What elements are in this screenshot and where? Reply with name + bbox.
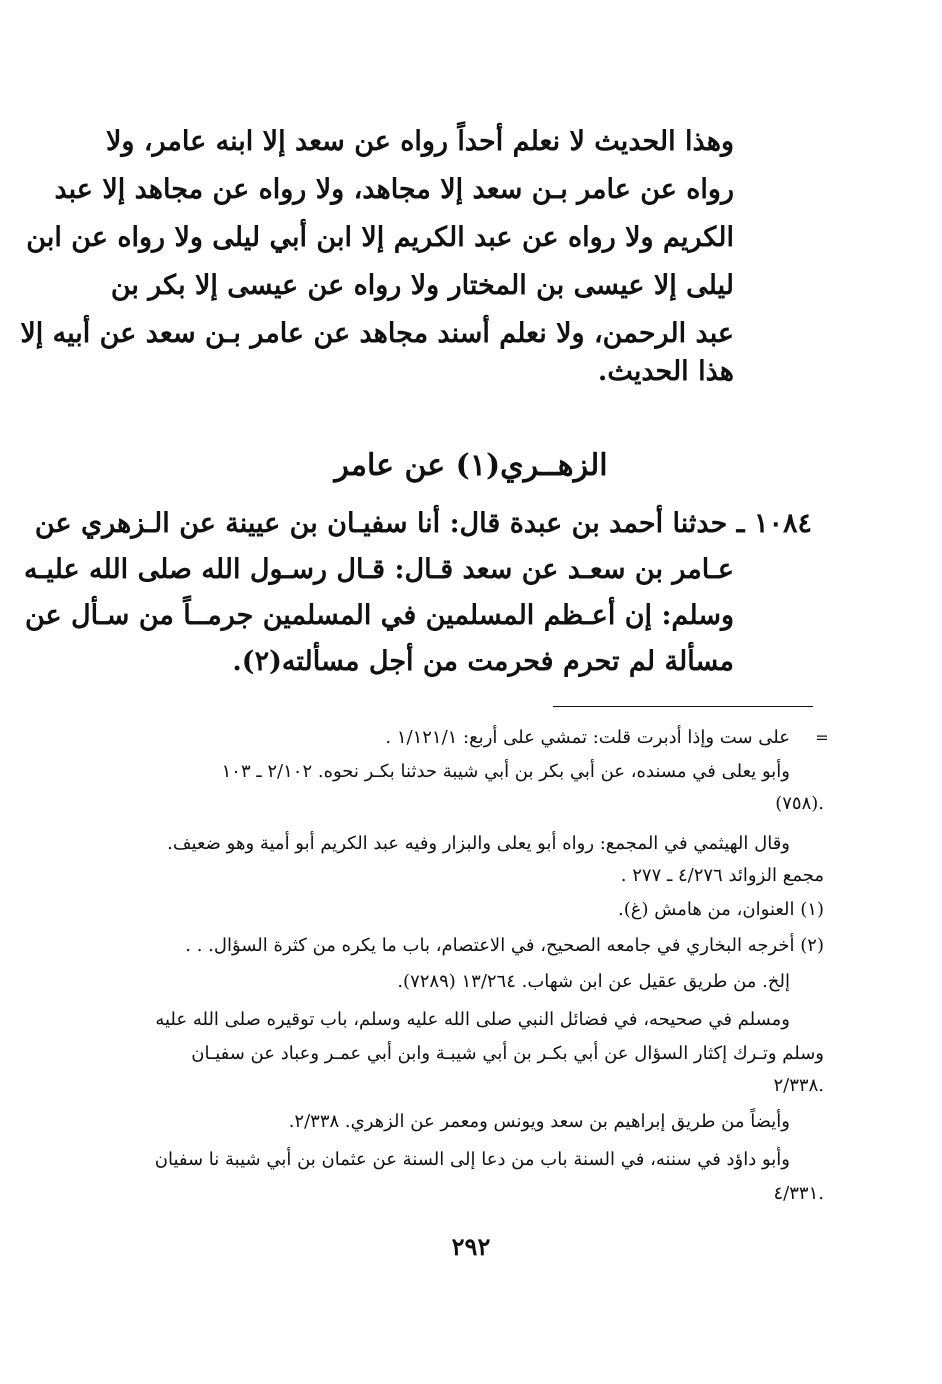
hadith-line: عـامر بن سعـد عن سعد قـال: قـال رسـول الله صلى الله عليـه [24, 554, 734, 585]
section-heading: الزهــري(١) عن عامر [334, 448, 608, 483]
footnote-line: (٢) أخرجه البخاري في جامعه الصحيح، في الاعتصام، باب ما يكره من كثرة السؤال. . . [185, 935, 824, 956]
footnote-line: ٤/٣٣١. [773, 1183, 824, 1204]
footnote-line: ومسلم في صحيحه، في فضائل النبي صلى الله عليه وسلم، باب توقيره صلى الله عليه [155, 1009, 790, 1030]
intro-line: هذا الحديث. [597, 356, 734, 387]
intro-line: ليلى إلا عيسى بن المختار ولا رواه عن عيسى إلا بكر بن [110, 270, 734, 301]
intro-line: عبد الرحمن، ولا نعلم أسند مجاهد عن عامر بـن سعد عن أبيه إلا [20, 318, 734, 349]
intro-line: الكريم ولا رواه عن عبد الكريم إلا ابن أبي ليلى ولا رواه عن ابن [26, 222, 734, 253]
footnote-line: مجمع الزوائد ٤/٢٧٦ ـ ٢٧٧ . [620, 865, 824, 886]
footnote-line: (٧٥٨). [775, 793, 824, 814]
footnote-separator [553, 706, 813, 707]
page-number: ٢٩٢ [451, 1232, 491, 1261]
hadith-line: مسألة لم تحرم فحرمت من أجل مسألته(٢). [232, 646, 734, 677]
footnote-line: على ست وإذا أدبرت قلت: تمشي على أربع: ١/١٢١/١ . [385, 727, 790, 748]
footnote-line: وسلم وتـرك إكثار السؤال عن أبي بكـر بن أبي شيبـة وابن أبي عمـر وعباد عن سفيـان [191, 1043, 824, 1064]
footnote-line: إلخ. من طريق عقيل عن ابن شهاب. ١٣/٢٦٤ (٧٢٨٩). [397, 971, 790, 992]
footnote-line: وقال الهيثمي في المجمع: رواه أبو يعلى والبزار وفيه عبد الكريم أبو أمية وهو ضعيف. [167, 833, 790, 854]
intro-line: وهذا الحديث لا نعلم أحداً رواه عن سعد إلا ابنه عامر، ولا [105, 126, 734, 157]
footnote-line: وأيضاً من طريق إبراهيم بن سعد ويونس ومعمر عن الزهري. ٢/٣٣٨. [288, 1111, 790, 1132]
footnote-line: وأبو يعلى في مسنده، عن أبي بكر بن أبي شيبة حدثنا بكـر نحوه. ٢/١٠٢ ـ ١٠٣ [221, 761, 790, 782]
continuation-mark: = [815, 728, 829, 747]
footnote-line: ٢/٣٣٨. [773, 1075, 824, 1096]
intro-line: رواه عن عامر بـن سعد إلا مجاهد، ولا رواه عن مجاهد إلا عبد [54, 174, 734, 205]
footnote-line: وأبو داؤد في سننه، في السنة باب من دعا إلى السنة عن عثمان بن أبي شيبة نا سفيان [154, 1149, 790, 1170]
footnote-line: (١) العنوان، من هامش (غ). [618, 899, 824, 920]
hadith-line: وسلم: إن أعـظم المسلمين في المسلمين جرمــاً من سـأل عن [24, 600, 734, 631]
hadith-line: ١٠٨٤ ـ حدثنا أحمد بن عبدة قال: أنا سفيـان بن عيينة عن الـزهري عن [34, 508, 812, 539]
